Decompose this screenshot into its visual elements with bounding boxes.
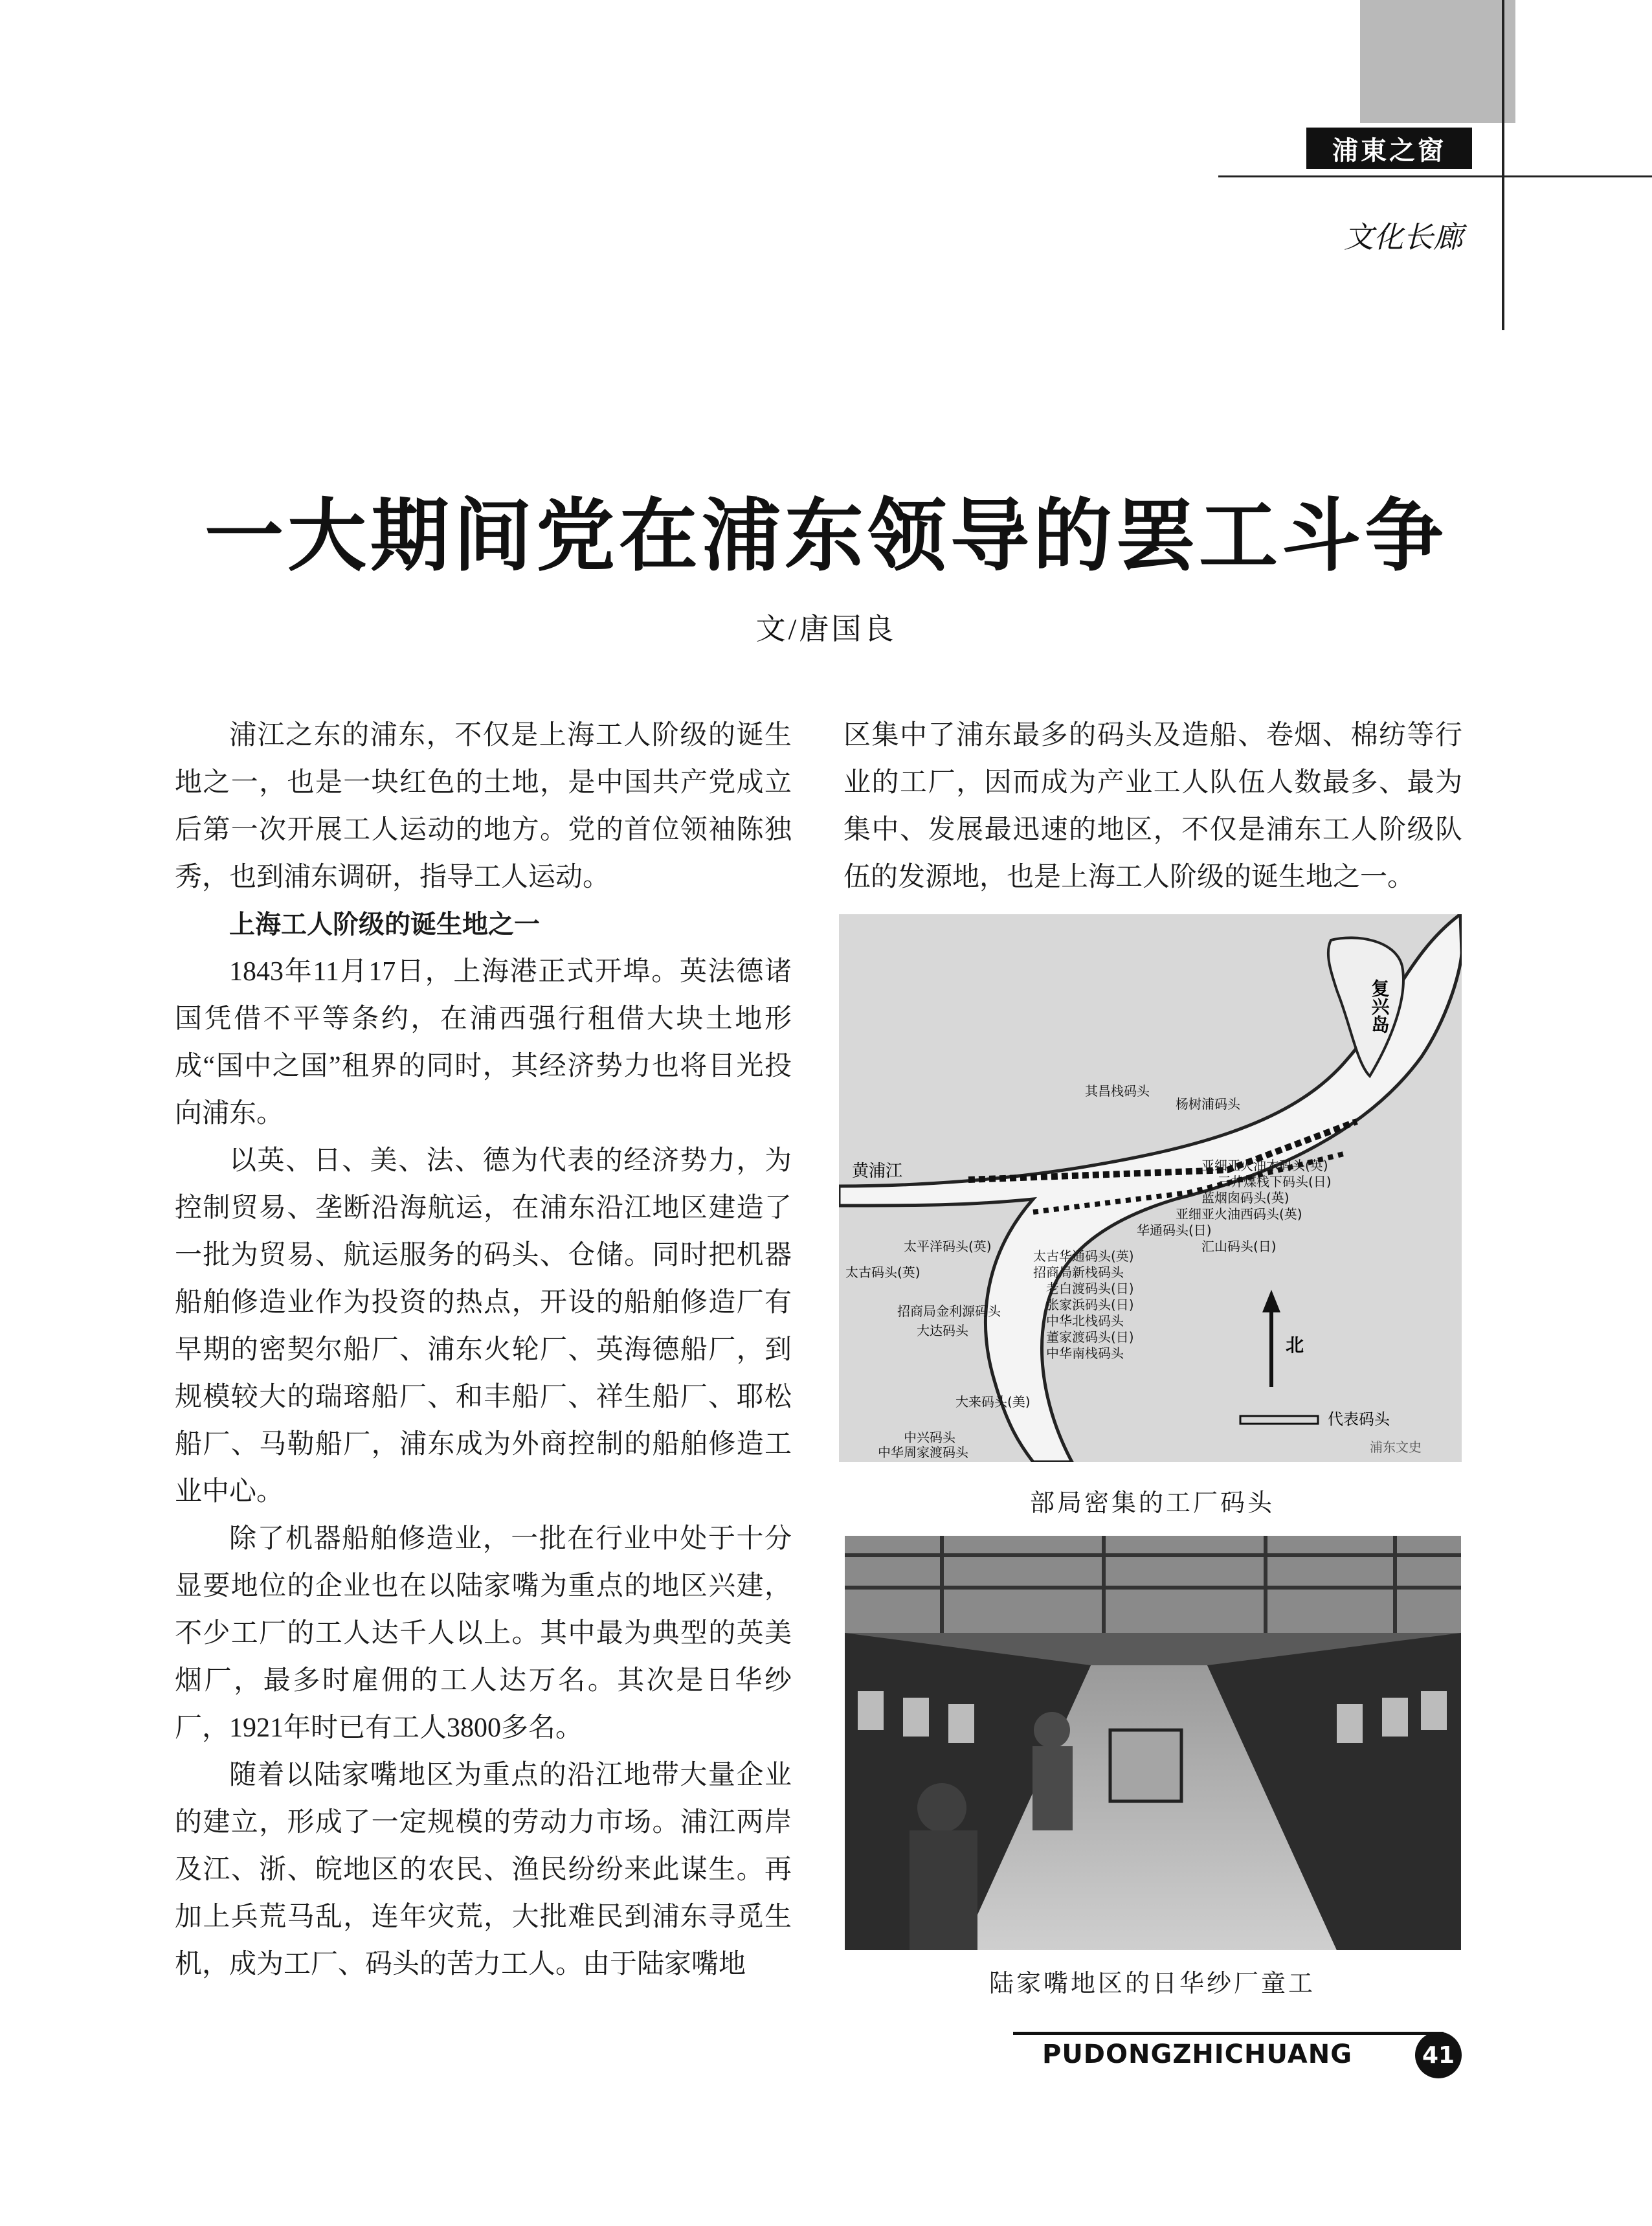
map-caption: 部局密集的工厂码头 — [1029, 1490, 1275, 1517]
map-label: 大达码头 — [917, 1323, 968, 1338]
map-label: 华通码头(日) — [1137, 1222, 1212, 1238]
article-byline: 文/唐国良 — [755, 613, 897, 646]
map-label-island: 复兴岛 — [1368, 979, 1390, 1033]
wharf-map-figure — [839, 914, 1462, 1462]
map-label: 汇山码头(日) — [1201, 1239, 1277, 1254]
paragraph: 以英、日、美、法、德为代表的经济势力，为控制贸易、垄断沿海航运，在浦东沿江地区建造了一批为贸易、航运服务的码头、仓储。同时把机器船舶修造业作为投资的热点，开设的船舶修造厂有早期的密契尔船厂、浦东火轮厂、英海德船厂，到规模较大的瑞瑢船厂、和丰船厂、祥生船厂、耶松船厂、马勒船厂，浦东成为外商控制的船舶修造工业中心。 — [175, 1146, 792, 1507]
map-north-label: 北 — [1286, 1334, 1304, 1356]
map-label: 蓝烟囱码头(英) — [1201, 1190, 1289, 1206]
section-name: 文化长廊 — [1344, 219, 1463, 254]
photo-caption: 陆家嘴地区的日华纱厂童工 — [988, 1970, 1315, 1997]
map-label: 中华周家渡码头 — [878, 1445, 968, 1460]
wharf-map-illustration — [839, 914, 1462, 1462]
paragraph: 浦江之东的浦东，不仅是上海工人阶级的诞生地之一，也是一块红色的土地，是中国共产党成立后第一次开展工人运动的地方。党的首位领袖陈独秀，也到浦东调研，指导工人运动。 — [175, 721, 792, 892]
page-number: 41 — [1415, 2032, 1462, 2078]
map-label: 董家渡码头(日) — [1046, 1329, 1134, 1345]
map-label: 招商局新栈码头 — [1033, 1265, 1124, 1280]
map-label: 中兴码头 — [904, 1430, 955, 1445]
map-label: 其昌栈码头 — [1085, 1083, 1150, 1099]
header-vertical-rule — [1502, 0, 1504, 330]
map-label: 太平洋码头(英) — [904, 1239, 992, 1254]
right-column — [843, 712, 1462, 901]
map-label: 招商局金利源码头 — [897, 1303, 1001, 1319]
map-label: 中华北栈码头 — [1046, 1313, 1124, 1329]
left-column — [175, 712, 792, 1988]
map-label: 老白渡码头(日) — [1046, 1281, 1134, 1296]
section-heading: 上海工人阶级的诞生地之一 — [229, 910, 540, 939]
paragraph: 1843年11月17日，上海港正式开埠。英法德诸国凭借不平等条约，在浦西强行租借大块土地形成“国中之国”租界的同时，其经济势力也将目光投向浦东。 — [175, 957, 792, 1129]
map-watermark: 浦东文史 — [1370, 1439, 1422, 1455]
map-label: 亚细亚火油西码头(英) — [1176, 1206, 1302, 1222]
factory-photo — [845, 1536, 1461, 1950]
column-badge: 浦東之窗 — [1306, 128, 1472, 169]
map-label: 太古码头(英) — [845, 1265, 921, 1280]
map-label: 中华南栈码头 — [1046, 1345, 1124, 1361]
paragraph: 区集中了浦东最多的码头及造船、卷烟、棉纺等行业的工厂，因而成为产业工人队伍人数最多、最为集中、发展最迅速的地区，不仅是浦东工人阶级队伍的发源地，也是上海工人阶级的诞生地之一。 — [843, 721, 1462, 892]
header-corner-block — [1360, 0, 1515, 123]
map-label: 亚细亚火油木码头(英) — [1201, 1158, 1328, 1173]
map-label: 三井煤栈下码头(日) — [1218, 1174, 1332, 1189]
factory-photo-illustration — [845, 1536, 1461, 1950]
magazine-name: PUDONGZHICHUANG — [1042, 2040, 1353, 2069]
paragraph: 随着以陆家嘴地区为重点的沿江地带大量企业的建立，形成了一定规模的劳动力市场。浦江两岸及江、浙、皖地区的农民、渔民纷纷来此谋生。再加上兵荒马乱，连年灾荒，大批难民到浦东寻觅生机，成为工厂、码头的苦力工人。由于陆家嘴地 — [175, 1760, 792, 1979]
map-label: 太古华通码头(英) — [1033, 1248, 1134, 1264]
map-label: 张家浜码头(日) — [1046, 1297, 1134, 1312]
header-horizontal-rule — [1218, 175, 1652, 177]
map-label: 大来码头(美) — [955, 1394, 1031, 1410]
article-title: 一大期间党在浦东领导的罢工斗争 — [205, 490, 1447, 582]
map-label: 杨树浦码头 — [1176, 1096, 1240, 1112]
map-legend-label: 代表码头 — [1328, 1410, 1390, 1428]
map-label-river: 黄浦江 — [852, 1162, 903, 1181]
footer-rule — [1013, 2032, 1444, 2035]
paragraph: 除了机器船舶修造业，一批在行业中处于十分显要地位的企业也在以陆家嘴为重点的地区兴建，不少工厂的工人达千人以上。其中最为典型的英美烟厂，最多时雇佣的工人达万名。其次是日华纱厂，1921年时已有工人3800多名。 — [175, 1524, 792, 1743]
